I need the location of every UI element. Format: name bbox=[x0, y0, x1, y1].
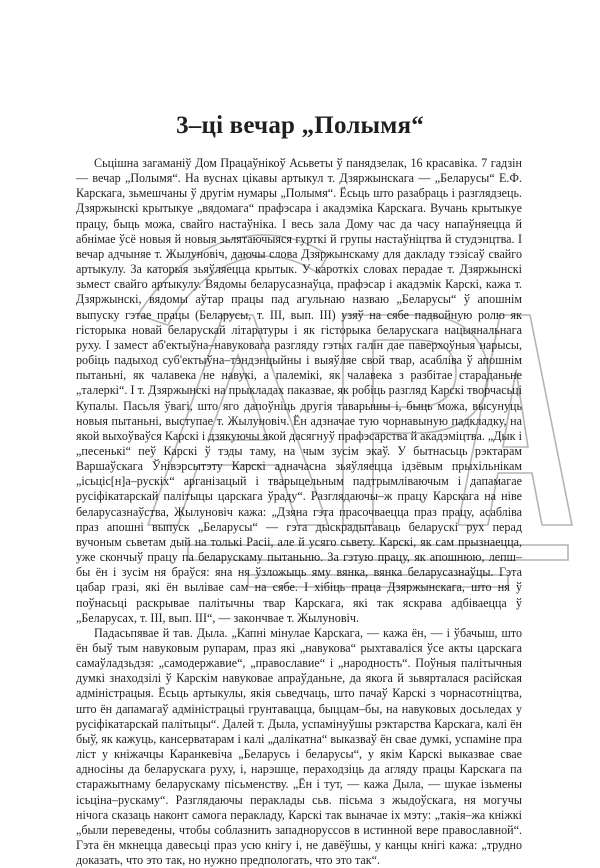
article-body bbox=[76, 156, 522, 868]
paragraph: Сьцішна загаманіў Дом Працаўнікоў Асьветы ў панядзелак, 16 красавіка. 7 гадзін — вечар „Полымя“. На вуснах цікавы артыкул т. Дзяржынскага — „Беларусы“ Е.Ф. Карскага, зьмешчаны ў другім нумары „Полымя“. Ёсьць што разабраць і разглядзець. Дзяржынскі крытыкуе „вядомага“ прафэсара і акадэміка Карскага. Вучань крытыкуе працу, быць можа, свайго настаўніка. І весь зала Дому час да часу напаўняецца й абнімае ўсё новыя й новыя зьлятаючыяся гурткі й групы настаўніцтва й студэнцтва. І вечар адчыняе т. Жылуновіч, даючы слова Дзяржынскаму для дакладу тэзісаў свайго артыкулу. За каторыя зьяўляецца крытык. У кароткіх словах перадае т. Дзяржынскі зьмест свайго артыкулу. Вядомы беларусазнаўца, прафэсар і акадэмік Карскі, кажа т. Дзяржынскі, вядомы аўтар працы пад агульнаю назваю „Беларусы“ ў апошнім выпуску гэтае працы (Беларусы, т. III, вып. III) узяў на сябе падвойную ролю як гісторыка новай беларускай літаратуры і як гісторыка беларускага нацыянальнага руху. І замест аб'ектыўна–навуковага разгляду гэтых галін дае паверхоўныя нарысы, робіць падыход суб'ектыўна–тэндэнцыйны і выяўляе свой твар, асабліва ў апошнім пытаньні, як чалавека не навукі, а палемікі, як чалавека з разбітае стараданьне „талеркі“. І т. Дзяржынскі на прыкладах паказвае, як робіць разгляд Карскі творчасьці Купалы. Пасьля ўвагі, што яго дапоўніць другія таварышы і, быць можа, высунуць новыя пытаньні, выступае т. Жылуновіч. Ён адзначае тую чорнавыную падкладку, на якой выхоўваўся Карскі і дзякуючы якой дасягнуў прафэсарства й акадэміцтва. „Дык і „песенькі“ пеў Карскі ў тэды таму, на чым зусім экаў. У бытнасьць рэктарам Варшаўскага Ўнівэрсытэту Карскі адначасна зьяўляецца ідзёвым прыхільнікам „ісьціс[н]а–рускіх“ арганізацый і тварыцельным падтрымліваючым і дапамагае русіфікатарскай палітыцы царскага ўраду“. Разглядаючы–ж працу Карскага на ніве беларусазнаўства, Жылуновіч кажа: „Дзяна гэта прасочваецца праз працу, асабліва праз апошні выпуск „Беларусы“ — гэта дыскрадытаваць беларускі рух перад вучоным сьветам дый на толькі Расіі, але й усяго сьвету. Карскі, як сам прызнаецца, уже скончыў працу па беларускаму пытаньню. За гэтую працу, як апошнюю, лепш–бы ён і зусім ня браўся: яна ня ўзложыць яму вянка, вянка беларусазнаўцы. Гэта цабар гразі, які ён выліваe сам на сябе. І хібіць праца Дзяржынскага, што ня ў поўнасьці раскрывае палітычны твар Карскага, які так яскрава адбіваецца ў „Беларусах, т. III, вып. III“, — закончвае т. Жылуновіч. bbox=[76, 156, 522, 625]
paragraph: Падасьпявае й тав. Дыла. „Капні мінулае Карскага, — кажа ён, — і ўбачыш, што ён быў тым навуковым рупарам, праз які „навукова“ рыхтаваліся ўсе акты царскага самаўладзьдзя: „самодержавие“, „православие“ і „народность“. Поўныя палітычныя думкі знаходзілі ў Карскім навуковае апраўданьне, да якога й зьвярталася расійская адміністрацыя. Ёсьць артыкулы, якія сьведчаць, што пачаў Карскі з чорнасотніцтва, што ён дапамагаў адміністрацыі грунтавацца, быццам–бы, на навуковых досьледах у русіфікатарскай палітыцы“. Далей т. Дыла, успамінуўшы рэктарства Карскага, калі ён быў, як кажуць, кансерватарам і калі „далікатна“ выказваў ён свае думкі, успаміне пра ліст у кніжачцы Каранкевіча „Беларусь і беларусы“, у якім Карскі выказвае свае адносіны да беларускага руху, і, нарэшце, пераходзіць да агляду працы Карскага па старажытнаму беларускаму пісьменству. „Ён і тут, — кажа Дыла, — шукае ізьмены ісьціна–рускаму“. Разглядаючы пераклады сьв. пісьма з жыдоўскага, ня могучы нічога сказаць наконт самога перакладу, Карскі так выначае іх мэту: „такія–жа кніжкі „были переведены, чтобы соблазнить западноруссов в истинной вере православной“. Гэта ён мкнецца давесьці праз усю кнігу і, не давёўшы, у канцы кнігі кажа: „трудно доказать, что это так, но нужно предпологать, что это так“. bbox=[76, 625, 522, 868]
article-title: 3–ці вечар „Полымя“ bbox=[176, 112, 424, 139]
